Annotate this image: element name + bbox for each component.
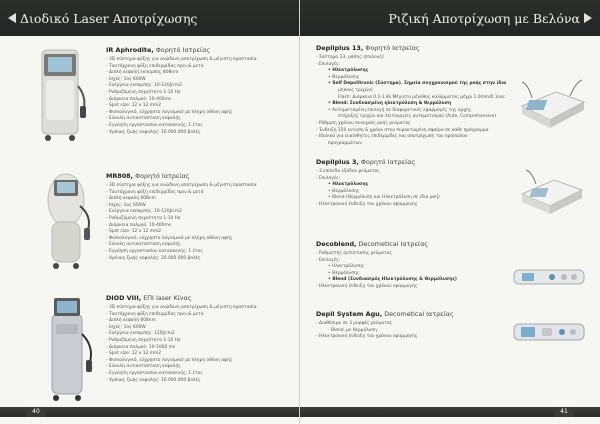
spec-line: • Θερμόλυσης <box>328 270 360 276</box>
spec-line: μήκους τριχών) <box>338 87 373 93</box>
spec-line: - Σύστημα 13, μάσης (επιλογή) <box>316 55 384 60</box>
spec-line: - Φυσιολογικό, εύχρηστο λογισμικό με πλήρη οθόνη αφής <box>106 235 233 241</box>
spec-line: - Ενέργεια εκπομπής: 10-120J/cm2 <box>106 83 182 89</box>
product-spec-list <box>316 251 457 291</box>
product-decoblend <box>316 240 457 291</box>
product-title <box>106 294 257 302</box>
product-name: IR Aphrodite, <box>106 46 154 54</box>
spec-line: • Blend: Συνδυασμένη ηλεκτρόλυση & θερμόλυση <box>328 101 452 107</box>
product-subtitle: Decometical Ιατρείας <box>382 310 454 318</box>
spec-line: • Ηλεκτρόλυσης <box>328 264 365 270</box>
product-name: DIOD VIII, <box>106 294 142 302</box>
product-subtitle: Φορητό Ιατρείας <box>363 44 420 52</box>
spec-line: - Εύκολη αντικατάσταση κεφαλής <box>106 116 181 122</box>
product-title <box>316 158 440 166</box>
product-spec-list <box>316 321 454 341</box>
product-diod-viii <box>106 294 257 384</box>
product-spec-list <box>106 305 257 384</box>
spec-line: • Θερμόλυσης <box>328 188 360 194</box>
spec-line: - Ρυθμιζόμενη συχνότητα 1-10 Hz <box>106 215 181 221</box>
product-spec-list <box>316 55 506 147</box>
spec-line: - Spot size: 12 x 12 mm2 <box>106 229 162 235</box>
product-name: Decoblend, <box>316 240 357 248</box>
ir-aphrodite-machine-image <box>34 46 90 146</box>
spec-line: - Blend, με θερμόλυση <box>328 327 377 333</box>
right-page-number: 41 <box>554 407 574 417</box>
diod-viii-machine-image <box>40 294 96 406</box>
spec-line: - Ένδειξη 150 ενταση & χρόνο στην πυρακτωμένη σφαίρα σε κάθε πρόγραμμα <box>316 127 489 133</box>
product-subtitle: ΕΠΙ laser Κίνας <box>141 294 192 302</box>
spec-line: - Εγγύηση εργοστασίου κατασκευής: 1 έτος <box>106 370 203 376</box>
depilplus-13-machine-image <box>516 76 588 132</box>
product-subtitle: Φορητό Ιατρείας <box>133 172 190 180</box>
depilplus-3-machine-image <box>516 168 588 218</box>
spec-line: - Επιλογές: <box>316 61 341 67</box>
spec-line: • Αυτοματισμένη επιλογή σε διαφορετικές εφαρμογές της αρχής <box>328 107 472 113</box>
spec-line: - Ιδανικό για ευαίσθητες επιδερμίδες και αποτρίχωση του προσώπου <box>316 134 468 140</box>
depil-system-agu-machine-image <box>512 318 586 346</box>
product-name: MR808, <box>106 172 134 180</box>
spec-line: - Ισχύς: 1ος 600W <box>106 202 146 208</box>
chevron-right-icon <box>584 13 592 23</box>
spec-line: - Εγγύηση εργοστασίου κατασκευής: 1 έτος <box>106 122 203 128</box>
product-title <box>316 310 454 318</box>
spec-line: - Ηλεκτρονική ένδειξη του χρόνου εφαρμογής <box>316 283 418 289</box>
product-title <box>316 240 457 248</box>
spec-line: - Χρόνος ζωής κεφαλής: 20.000.000 βολές <box>106 255 201 261</box>
product-depilplus-13 <box>316 44 506 147</box>
spec-line: - Ισχύς: 1ος 600W <box>106 76 146 82</box>
spec-line: - Φυσιολογικό, εύχρηστο λογισμικό με πλήρη οθόνη αφής <box>106 357 233 363</box>
spec-line: - Ταυτόχρονη ψύξη επιδερμίδας πριν & μετά <box>106 189 204 195</box>
left-page-number: 40 <box>26 407 46 417</box>
left-page-header <box>0 0 300 36</box>
spec-line: - Διάρκεια παλμού: 10-1000 ms <box>106 344 176 350</box>
product-depil-system-agu <box>316 310 454 341</box>
spec-line: - Spot size: 12 x 12 mm2 <box>106 103 162 109</box>
spec-line: - Διάρκεια παλμού: 10-400ms <box>106 222 172 228</box>
spec-line: • Self Depolitronic (Σύστημα). Σημεία συγχρονισμού της ροής στην ίδια <box>328 81 507 87</box>
product-name: Depil System Agu, <box>316 310 383 318</box>
spec-line: - Διπλή κεφαλή 808nm <box>106 196 156 202</box>
spec-line: - Χρόνος ζωής κεφαλής: 10.000.000 βολές <box>106 129 201 135</box>
spec-line: - Διπλή κεφαλή 808nm <box>106 318 156 324</box>
spec-line: στήριξης τριχών και λειτουργίες αυτοματισμού (Auto, Comprehensive) <box>338 114 497 120</box>
product-title <box>106 46 257 54</box>
spec-line: - Διπλή κεφαλή εκπομπής 808nm <box>106 70 179 76</box>
spec-line: - Ρυθμιζόμενη συχνότητα 1-10 Hz <box>106 337 181 343</box>
spec-line: - 3 επίπεδα εξόδου ρεύματος <box>316 169 380 174</box>
right-page-header <box>300 0 600 36</box>
right-page <box>300 0 600 424</box>
spec-line: - Ενέργεια εκπομπής: 120J/cm2 <box>106 331 175 337</box>
right-page-title: Ριζική Αποτρίχωση με Βελόνα <box>388 10 580 26</box>
product-depilplus-3 <box>316 158 440 209</box>
spec-line: - Ρυθμιστής αντίστασης ρεύματος <box>316 251 392 256</box>
product-title <box>316 44 506 52</box>
spec-line: Flash: Διάρκεια 0.1-1.8s Μέγιστο μέγεθος καλύμματος μέχρι 1.0mm/0.1sec <box>338 94 505 100</box>
spec-line: - Φυσιολογικό, εύχρηστο λογισμικό με πλήρη οθόνη αφής <box>106 109 233 115</box>
spec-line: - Επιλογές: <box>316 257 341 263</box>
chevron-left-icon <box>8 13 16 23</box>
spec-line: - 3D σύστημα ψύξης για ανώδυνη αποτρίχωση & μέγιστη προστασία <box>106 183 257 188</box>
product-name: Depilplus 3, <box>316 158 359 166</box>
spec-line: • Ηλεκτρόλυσης <box>328 68 369 74</box>
product-spec-list <box>106 57 257 136</box>
left-page-title: Διοδικό Laser Αποτρίχωσης <box>20 10 198 26</box>
spec-line: - Ρυθμιζόμενη συχνότητα 1-10 Hz <box>106 89 181 95</box>
spec-line: - Spot size: 12 x 12 mm2 <box>106 351 162 357</box>
product-title <box>106 172 257 180</box>
product-ir-aphrodite <box>106 46 257 136</box>
spec-line: • Blend (Θερμόλυση και Ηλεκτρόλυση σε ίδια ροή) <box>328 195 440 201</box>
spec-line: - Διαθέσιμο σε 3 μορφές ρεύματος <box>316 321 393 326</box>
spec-line: - Ηλεκτρονική ένδειξη του χρόνου εφαρμογής <box>316 201 418 207</box>
spec-line: • Θερμόλυσης <box>328 74 360 80</box>
product-subtitle: Φορητό Ιατρείας <box>358 158 416 166</box>
spec-line: - 3D σύστημα ψύξης για ανώδυνη αποτρίχωση & μέγιστη προστασία <box>106 57 257 62</box>
spec-line: - Χρόνος ζωής κεφαλής: 10.000.000 βολές <box>106 377 201 383</box>
spec-line: - Ρύθμιση χρόνου συνεχούς ροής ρεύματος <box>316 120 411 126</box>
mr808-machine-image <box>40 170 96 274</box>
spec-line: - Εγγύηση εργοστασίου κατασκευής: 1 έτος <box>106 248 203 254</box>
spec-line: - Εύκολη αντικατάσταση κεφαλής <box>106 242 181 248</box>
spec-line: - Επιλογές: <box>316 175 341 181</box>
spec-line: - Εύκολη αντικατάσταση κεφαλής <box>106 364 181 370</box>
spec-line: - Διάρκεια παλμού: 10-400ms <box>106 96 172 102</box>
product-mr808 <box>106 172 257 262</box>
product-spec-list <box>316 169 440 209</box>
spec-line: προγραμμάτων <box>328 140 362 146</box>
spec-line: • Blend (Συνδυασμός Ηλεκτρόλυσης & Θερμόλυσης) <box>328 277 457 283</box>
spec-line: • Ηλεκτρόλυσης <box>328 182 369 188</box>
product-subtitle: Decometical Ιατρείας <box>356 240 429 248</box>
decoblend-machine-image <box>512 264 586 290</box>
spec-line: - Ταυτόχρονη ψύξη επιδερμίδας πριν & μετά <box>106 311 204 317</box>
spec-line: - Ταυτόχρονη ψύξη επιδερμίδας πριν & μετά <box>106 63 204 69</box>
product-subtitle: Φορητό Ιατρείας <box>153 46 211 54</box>
spec-line: - Ενέργεια εκπομπής: 10-120J/cm2 <box>106 209 182 215</box>
spec-line: - Ηλεκτρονική ένδειξη του χρόνου εφαρμογής <box>316 334 418 340</box>
spec-line: - Ισχύς: 1ος 600W <box>106 324 146 330</box>
product-name: Depilplus 13, <box>316 44 364 52</box>
spec-line: - 3D σύστημα ψύξης για ανώδυνη αποτρίχωση & μέγιστη προστασία <box>106 305 257 310</box>
product-spec-list <box>106 183 257 262</box>
